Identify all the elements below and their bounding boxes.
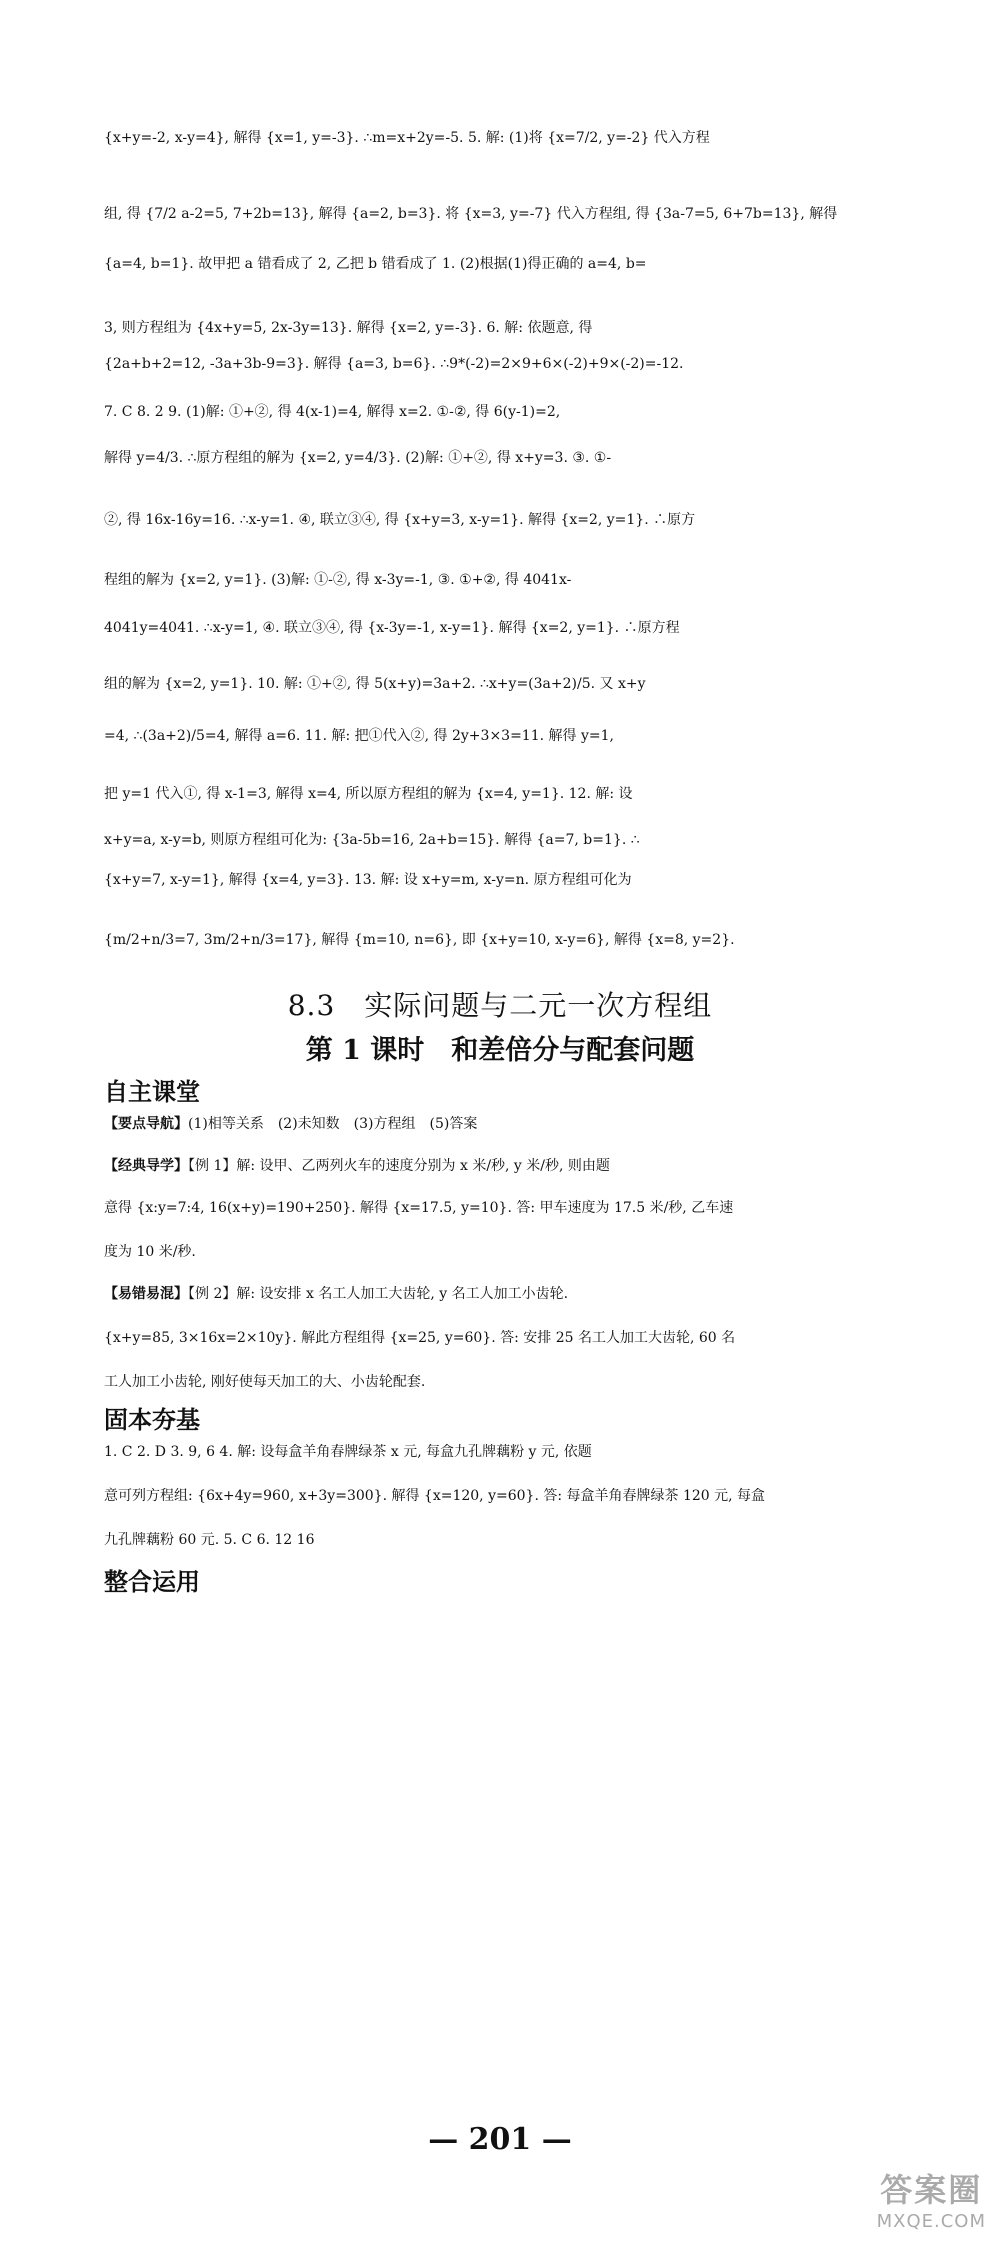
tag-jingdian-daoxue: 【经典导学】 — [104, 1158, 188, 1174]
text-line: 度为 10 米/秒. — [104, 1244, 196, 1260]
text-line: 组的解为 {x=2, y=1}. 10. 解: ①+②, 得 5(x+y)=3a+2. ∴x+y=(3a+2)/5. 又 x+y — [104, 676, 646, 692]
text-line — [104, 1104, 1000, 1144]
text-line: {x+y=7, x-y=1}, 解得 {x=4, y=3}. 13. 解: 设 x+y=m, x-y=n. 原方程组可化为 — [104, 872, 632, 888]
text-line: 程组的解为 {x=2, y=1}. (3)解: ①-②, 得 x-3y=-1, ③. ①+②, 得 4041x- — [104, 572, 572, 588]
heading-zizhu-ketang: 自主课堂 — [104, 1078, 200, 1106]
text-span: 【例 2】解: 设安排 x 名工人加工大齿轮, y 名工人加工小齿轮. — [188, 1286, 569, 1302]
tag-yicuo-yihun: 【易错易混】 — [104, 1286, 188, 1302]
text-line: 解得 y=4/3. ∴原方程组的解为 {x=2, y=4/3}. (2)解: ①+②, 得 x+y=3. ③. ①- — [104, 450, 612, 466]
text-line: {m/2+n/3=7, 3m/2+n/3=17}, 解得 {m=10, n=6}, 即 {x+y=10, x-y=6}, 解得 {x=8, y=2}. — [104, 932, 735, 948]
text-line: =4, ∴(3a+2)/5=4, 解得 a=6. 11. 解: 把①代入②, 得 2y+3×3=11. 解得 y=1, — [104, 728, 614, 744]
heading-zhenghe-yunyong: 整合运用 — [104, 1568, 200, 1596]
text-line: 4041y=4041. ∴x-y=1, ④. 联立③④, 得 {x-3y=-1, x-y=1}. 解得 {x=2, y=1}. ∴原方程 — [104, 620, 680, 636]
text-span: (1)相等关系 (2)未知数 (3)方程组 (5)答案 — [188, 1116, 478, 1132]
tag-yaodian-daohang: 【要点导航】 — [104, 1116, 188, 1132]
watermark-logo — [877, 2165, 986, 2232]
text-line: 意得 {x:y=7:4, 16(x+y)=190+250}. 解得 {x=17.5, y=10}. 答: 甲车速度为 17.5 米/秒, 乙车速 — [104, 1200, 734, 1216]
text-line: ②, 得 16x-16y=16. ∴x-y=1. ④, 联立③④, 得 {x+y=3, x-y=1}. 解得 {x=2, y=1}. ∴原方 — [104, 512, 696, 528]
text-span: 【例 1】解: 设甲、乙两列火车的速度分别为 x 米/秒, y 米/秒, 则由题 — [188, 1158, 610, 1174]
text-line: 工人加工小齿轮, 刚好使每天加工的大、小齿轮配套. — [104, 1374, 426, 1390]
text-line: 组, 得 {7/2 a-2=5, 7+2b=13}, 解得 {a=2, b=3}. 将 {x=3, y=-7} 代入方程组, 得 {3a-7=5, 6+7b=13}, 解得 — [104, 206, 838, 222]
text-line: x+y=a, x-y=b, 则原方程组可化为: {3a-5b=16, 2a+b=15}. 解得 {a=7, b=1}. ∴ — [104, 832, 640, 848]
text-line: 1. C 2. D 3. 9, 6 4. 解: 设每盒羊角春牌绿茶 x 元, 每盒九孔牌藕粉 y 元, 依题 — [104, 1444, 592, 1460]
heading-guben-hangji: 固本夯基 — [104, 1406, 200, 1434]
watermark-url: MXQE.COM — [876, 2211, 986, 2232]
text-line: {x+y=85, 3×16x=2×10y}. 解此方程组得 {x=25, y=60}. 答: 安排 25 名工人加工大齿轮, 60 名 — [104, 1330, 736, 1346]
text-line — [104, 1146, 1000, 1186]
text-line: {x+y=-2, x-y=4}, 解得 {x=1, y=-3}. ∴m=x+2y=-5. 5. 解: (1)将 {x=7/2, y=-2} 代入方程 — [104, 130, 710, 146]
text-line: {2a+b+2=12, -3a+3b-9=3}. 解得 {a=3, b=6}. ∴9*(-2)=2×9+6×(-2)+9×(-2)=-12. — [104, 356, 684, 372]
watermark-text: 答案圈 — [880, 2171, 983, 2209]
page-number: — 201 — — [428, 2122, 572, 2157]
section-title: 8.3 实际问题与二元一次方程组 — [287, 989, 713, 1022]
text-line: 7. C 8. 2 9. (1)解: ①+②, 得 4(x-1)=4, 解得 x=2. ①-②, 得 6(y-1)=2, — [104, 404, 561, 420]
text-line: 把 y=1 代入①, 得 x-1=3, 解得 x=4, 所以原方程组的解为 {x=4, y=1}. 12. 解: 设 — [104, 786, 633, 802]
text-line: 九孔牌藕粉 60 元. 5. C 6. 12 16 — [104, 1532, 315, 1548]
text-line — [104, 1274, 1000, 1314]
text-line: {a=4, b=1}. 故甲把 a 错看成了 2, 乙把 b 错看成了 1. (2)根据(1)得正确的 a=4, b= — [104, 256, 647, 272]
text-line: 意可列方程组: {6x+4y=960, x+3y=300}. 解得 {x=120, y=60}. 答: 每盒羊角春牌绿茶 120 元, 每盒 — [104, 1488, 766, 1504]
text-line: 3, 则方程组为 {4x+y=5, 2x-3y=13}. 解得 {x=2, y=-3}. 6. 解: 依题意, 得 — [104, 320, 593, 336]
lesson-title: 第 1 课时 和差倍分与配套问题 — [305, 1035, 695, 1066]
